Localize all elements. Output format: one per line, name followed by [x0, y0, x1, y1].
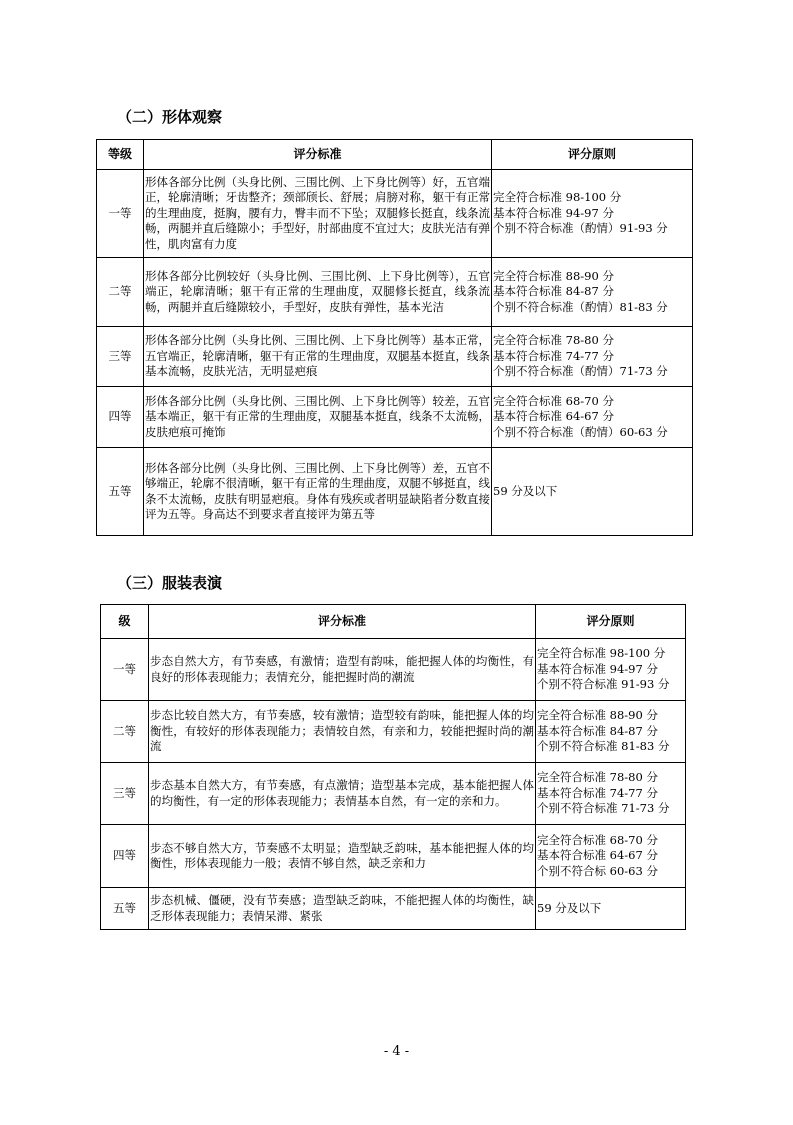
grade-standard: 形体各部分比例（头身比例、三围比例、上下身比例等）基本正常，五官端正，轮廓清晰，躯干有正常的生理曲度，双腿基本挺直，线条基本流畅，皮肤光洁，无明显疤痕	[144, 327, 492, 387]
principle-line: 完全符合标准 98-100 分	[493, 190, 622, 205]
grade-principle	[536, 701, 686, 763]
principle-line: 完全符合标准 88-90 分	[537, 708, 658, 723]
table-header-row	[101, 605, 686, 639]
grade-standard: 步态不够自然大方，节奏感不太明显；造型缺乏韵味，基本能把握人体的均衡性，形体表现能力一般；表情不够自然，缺乏亲和力	[149, 825, 536, 888]
grade-principle	[492, 448, 693, 536]
section-title-body-observation: （二）形体观察	[117, 108, 223, 126]
grade-level: 一等	[101, 639, 149, 701]
grade-principle	[536, 639, 686, 701]
table-row	[101, 825, 686, 888]
principle-line: 个别不符合标准 81-83 分	[537, 739, 670, 754]
grade-principle	[536, 888, 686, 930]
principle-line: 59 分及以下	[537, 900, 602, 915]
grade-principle	[492, 258, 693, 327]
principle-line: 基本符合标准 84-87 分	[493, 284, 614, 299]
table-row	[101, 639, 686, 701]
principle-line: 基本符合标准 64-67 分	[537, 848, 658, 863]
table-row	[97, 448, 693, 536]
principle-line: 基本符合标准 74-77 分	[537, 785, 658, 800]
principle-line: 完全符合标准 78-80 分	[537, 770, 658, 785]
grade-principle	[536, 825, 686, 888]
grade-standard: 形体各部分比例较好（头身比例、三围比例、上下身比例等），五官端正，轮廓清晰；躯干有正常的生理曲度，双腿修长挺直，线条流畅，两腿并直后缝隙较小，手型好，皮肤有弹性，基本光洁	[144, 258, 492, 327]
table-row	[97, 327, 693, 387]
principle-line: 基本符合标准 84-87 分	[537, 723, 658, 738]
header-standard: 评分标准	[149, 605, 536, 639]
header-principle: 评分原则	[536, 605, 686, 639]
grade-level: 二等	[101, 701, 149, 763]
grade-principle	[492, 170, 693, 258]
principle-line: 完全符合标准 68-70 分	[537, 832, 658, 847]
table-row	[101, 701, 686, 763]
principle-line: 个别不符合标准（酌情）71-73 分	[493, 364, 668, 379]
principle-line: 基本符合标准 74-77 分	[493, 348, 614, 363]
grade-level: 一等	[97, 170, 144, 258]
grade-level: 五等	[101, 888, 149, 930]
principle-line: 完全符合标准 68-70 分	[493, 393, 614, 408]
table-row	[101, 888, 686, 930]
principle-line: 基本符合标准 64-67 分	[493, 409, 614, 424]
principle-line: 基本符合标准 94-97 分	[537, 661, 658, 676]
header-level: 等级	[97, 140, 144, 170]
principle-line: 59 分及以下	[493, 483, 558, 498]
principle-line: 个别不符合标准 91-93 分	[537, 677, 670, 692]
table-row	[97, 170, 693, 258]
grade-level: 四等	[101, 825, 149, 888]
body-observation-table	[96, 139, 693, 536]
grade-standard: 形体各部分比例（头身比例、三围比例、上下身比例等）较差，五官基本端正，躯干有正常的生理曲度，双腿基本挺直，线条不太流畅，皮肤疤痕可掩饰	[144, 387, 492, 448]
principle-line: 完全符合标准 98-100 分	[537, 646, 666, 661]
grade-level: 二等	[97, 258, 144, 327]
principle-line: 个别不符合标准（酌情）81-83 分	[493, 299, 668, 314]
header-level: 级	[101, 605, 149, 639]
table-row	[97, 387, 693, 448]
grade-standard: 步态比较自然大方，有节奏感，较有激情；造型较有韵味，能把握人体的均衡性，有较好的形体表现能力；表情较自然，有亲和力，较能把握时尚的潮流	[149, 701, 536, 763]
grade-level: 三等	[101, 763, 149, 825]
principle-line: 基本符合标准 94-97 分	[493, 205, 614, 220]
table-row	[97, 258, 693, 327]
table-row	[101, 763, 686, 825]
grade-level: 四等	[97, 387, 144, 448]
table-header-row	[97, 140, 693, 170]
section-title-fashion-show: （三）服装表演	[117, 574, 223, 592]
grade-principle	[492, 387, 693, 448]
grade-principle	[492, 327, 693, 387]
fashion-show-table	[100, 604, 686, 930]
grade-standard: 形体各部分比例（头身比例、三围比例、上下身比例等）好，五官端正，轮廓清晰；牙齿整齐；颈部颀长、舒展；肩膀对称，躯干有正常的生理曲度，挺胸，腰有力，臀丰而不下坠；双腿修长挺直，线条流畅，两腿并直后缝隙小；手型好，肘部曲度不宜过大；皮肤光洁有弹性，肌肉富有力度	[144, 170, 492, 258]
grade-level: 五等	[97, 448, 144, 536]
grade-level: 三等	[97, 327, 144, 387]
principle-line: 个别不符合标 60-63 分	[537, 863, 658, 878]
grade-standard: 步态机械、僵硬，没有节奏感；造型缺乏韵味，不能把握人体的均衡性，缺乏形体表现能力；表情呆滞、紧张	[149, 888, 536, 930]
principle-line: 个别不符合标准（酌情）91-93 分	[493, 221, 668, 236]
header-principle: 评分原则	[492, 140, 693, 170]
principle-line: 个别不符合标准 71-73 分	[537, 801, 670, 816]
page-number: - 4 -	[383, 1044, 410, 1059]
grade-standard: 形体各部分比例（头身比例、三围比例、上下身比例等）差，五官不够端正，轮廓不很清晰，躯干有正常的生理曲度，双腿不够挺直，线条不太流畅，皮肤有明显疤痕。身体有残疾或者明显缺陷者分数直接评为五等。身高达不到要求者直接评为第五等	[144, 448, 492, 536]
grade-standard: 步态基本自然大方，有节奏感，有点激情；造型基本完成，基本能把握人体的均衡性，有一定的形体表现能力；表情基本自然，有一定的亲和力。	[149, 763, 536, 825]
grade-principle	[536, 763, 686, 825]
principle-line: 完全符合标准 78-80 分	[493, 333, 614, 348]
grade-standard: 步态自然大方，有节奏感，有激情；造型有韵味，能把握人体的均衡性，有良好的形体表现能力；表情充分，能把握时尚的潮流	[149, 639, 536, 701]
principle-line: 完全符合标准 88-90 分	[493, 268, 614, 283]
principle-line: 个别不符合标准（酌情）60-63 分	[493, 424, 668, 439]
header-standard: 评分标准	[144, 140, 492, 170]
